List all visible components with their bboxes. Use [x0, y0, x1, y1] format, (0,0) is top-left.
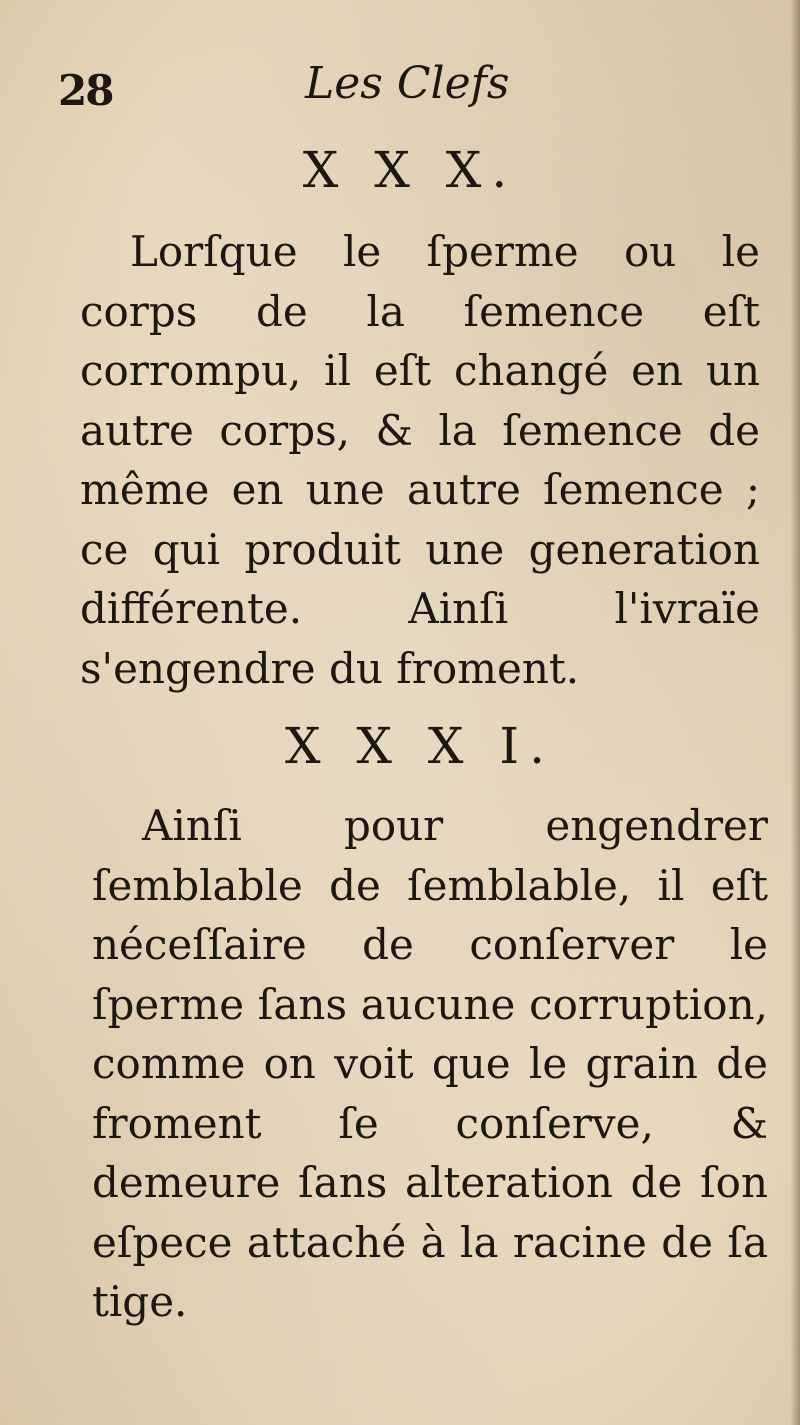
section-text-xxx: Lorſque le ſperme ou le corps de la ſemence eſt corrompu, il eſt changé en un autre corps, & la ſemence de même en une autre ſemence ; ce qui produit une generation différente. Ainſi l'ivraïe s'engendre du froment. — [80, 227, 760, 693]
section-heading-xxxi: X X X I. — [284, 717, 556, 775]
section-text-xxxi: Ainſi pour engendrer ſemblable de ſemblable, il eſt néceſſaire de conſerver le ſperme ſans aucune corruption, comme on voit que le grain de froment ſe conſerve, & demeure ſans alteration de ſon eſpece attaché à la racine de ſa tige. — [92, 801, 768, 1326]
page-header — [0, 52, 800, 115]
page-edge-shadow — [790, 0, 800, 1425]
running-head: Les Clefs — [305, 58, 510, 109]
section-heading-xxx: X X X. — [302, 141, 518, 199]
page-number: 28 — [58, 66, 113, 115]
